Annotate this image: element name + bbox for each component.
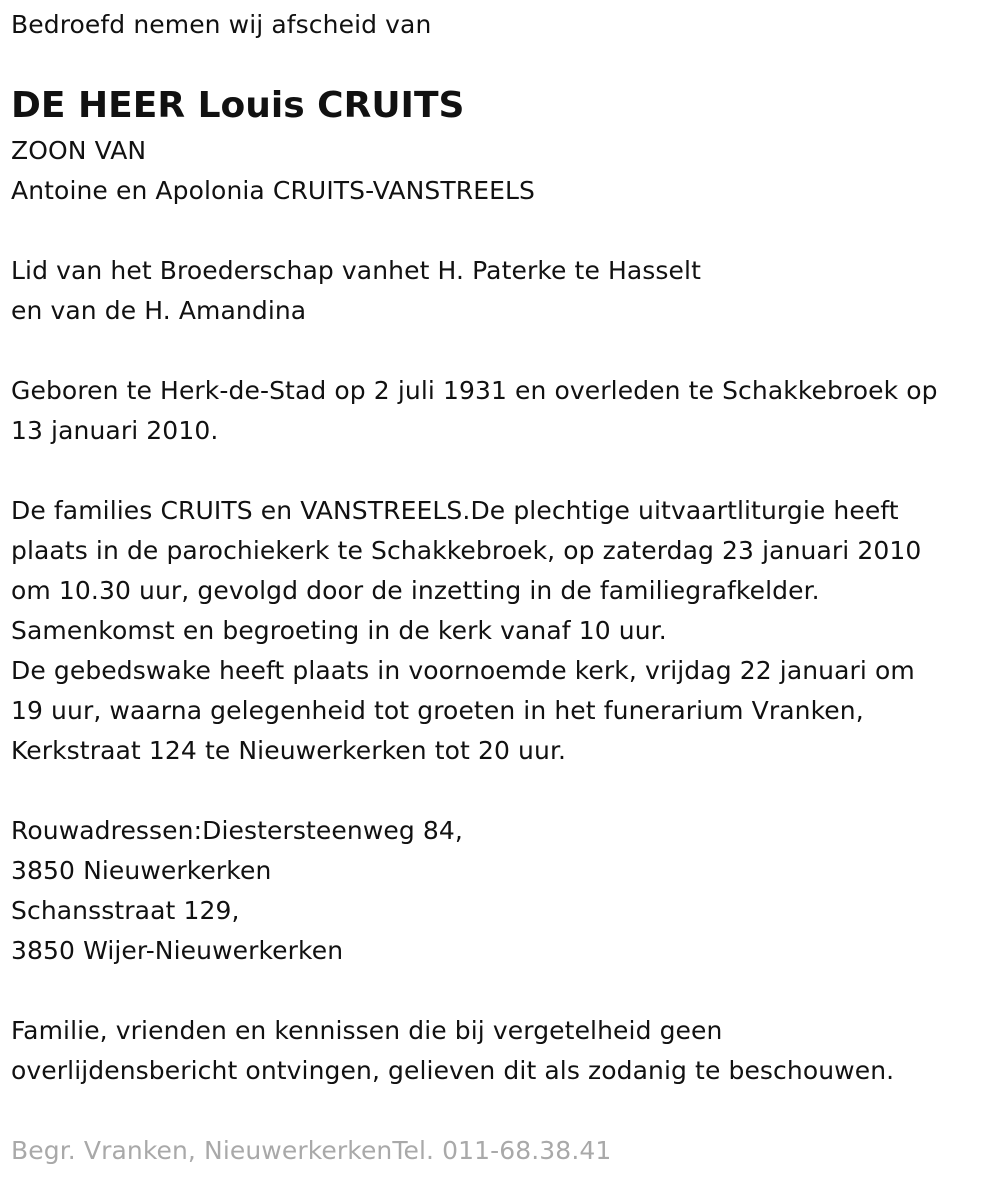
membership-line: en van de H. Amandina <box>11 296 307 325</box>
notice-line: overlijdensbericht ontvingen, gelieven dit als zodanig te beschouwen. <box>11 1056 895 1085</box>
address-line: Rouwadressen:Diestersteenweg 84, <box>11 816 463 845</box>
funeral-home-footer: Begr. Vranken, NieuwerkerkenTel. 011-68.38.41 <box>11 1136 612 1165</box>
membership-line: Lid van het Broederschap vanhet H. Paterke te Hasselt <box>11 256 701 285</box>
notice-line: Familie, vrienden en kennissen die bij vergetelheid geen <box>11 1016 723 1045</box>
birth-death-line: 13 januari 2010. <box>11 416 219 445</box>
ceremony-line: Samenkomst en begroeting in de kerk vanaf 10 uur. <box>11 616 667 645</box>
obituary-document <box>0 5 1000 1171</box>
parents-names: Antoine en Apolonia CRUITS-VANSTREELS <box>11 176 535 205</box>
deceased-name: DE HEER Louis CRUITS <box>11 85 465 126</box>
ceremony-line: plaats in de parochiekerk te Schakkebroek, op zaterdag 23 januari 2010 <box>11 536 922 565</box>
address-line: 3850 Wijer-Nieuwerkerken <box>11 936 344 965</box>
address-line: 3850 Nieuwerkerken <box>11 856 272 885</box>
ceremony-line: De families CRUITS en VANSTREELS.De plechtige uitvaartliturgie heeft <box>11 496 899 525</box>
parents-label: ZOON VAN <box>11 136 147 165</box>
ceremony-line: 19 uur, waarna gelegenheid tot groeten in het funerarium Vranken, <box>11 696 864 725</box>
address-line: Schansstraat 129, <box>11 896 240 925</box>
ceremony-line: Kerkstraat 124 te Nieuwerkerken tot 20 uur. <box>11 736 567 765</box>
birth-death-line: Geboren te Herk-de-Stad op 2 juli 1931 en overleden te Schakkebroek op <box>11 376 938 405</box>
intro-text: Bedroefd nemen wij afscheid van <box>11 10 432 39</box>
ceremony-line: om 10.30 uur, gevolgd door de inzetting in de familiegrafkelder. <box>11 576 820 605</box>
ceremony-line: De gebedswake heeft plaats in voornoemde kerk, vrijdag 22 januari om <box>11 656 915 685</box>
